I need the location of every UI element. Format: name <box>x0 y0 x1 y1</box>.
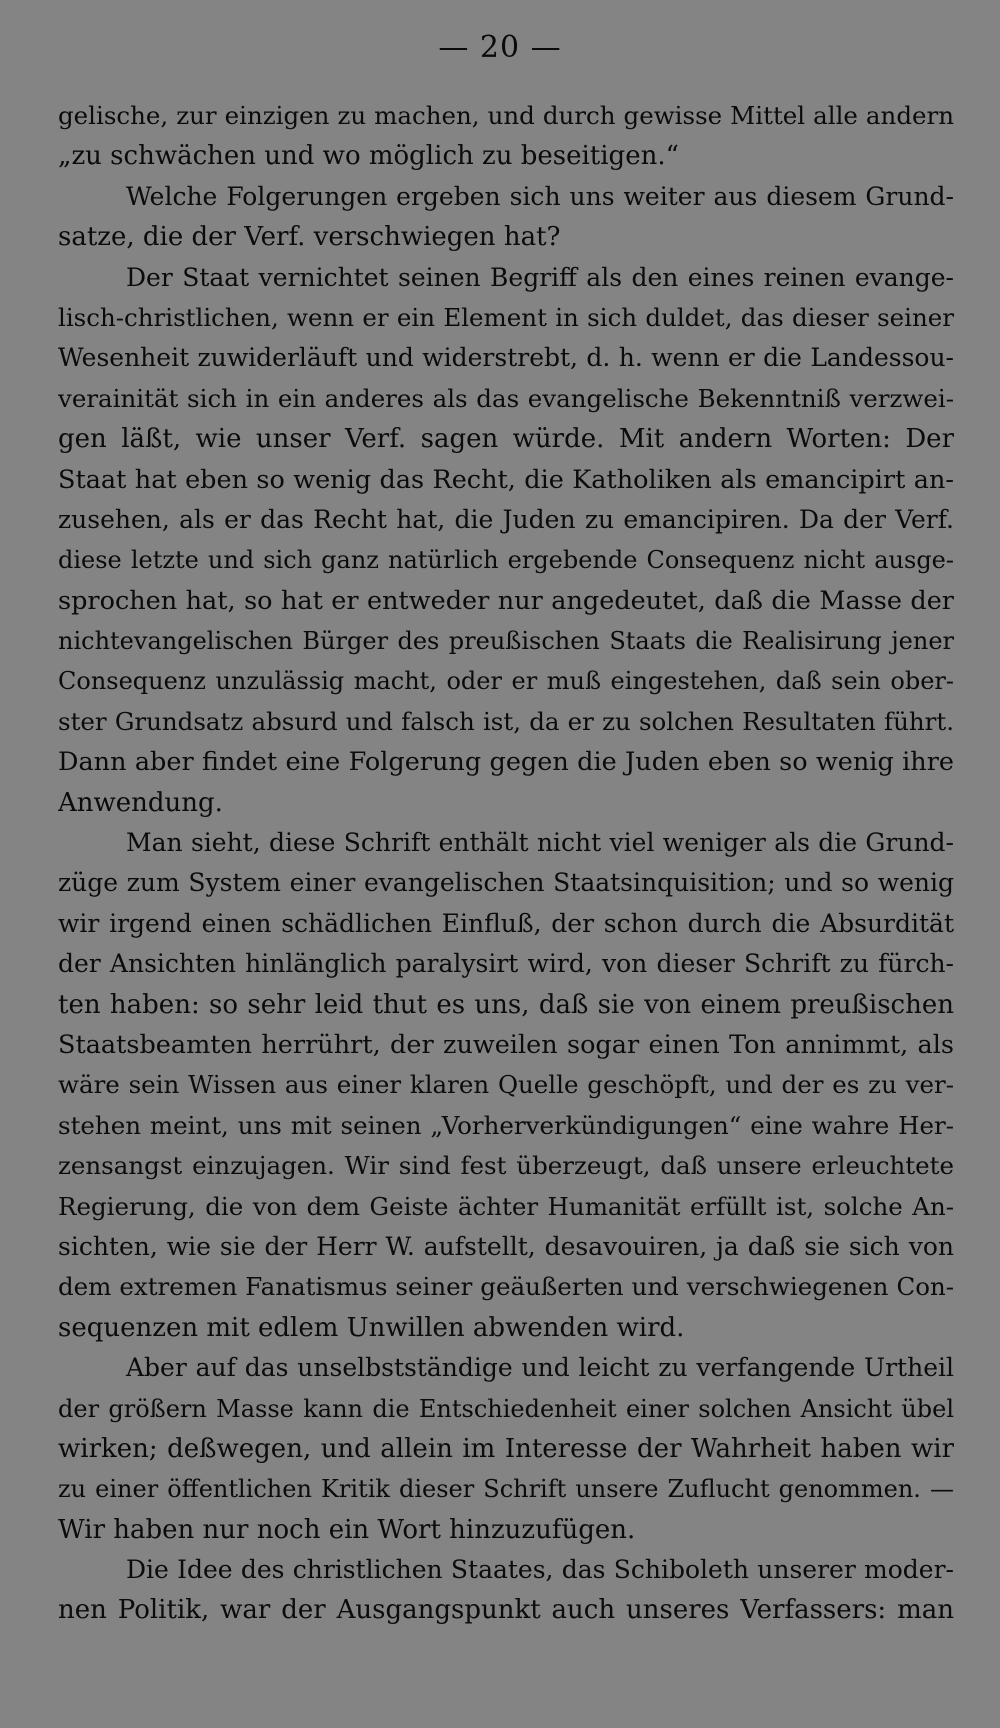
text-line: wäre sein Wissen aus einer klaren Quelle geschöpft, und der es zu ver- <box>58 1070 954 1100</box>
text-line: Consequenz unzulässig macht, oder er muß eingestehen, daß sein ober- <box>58 667 954 696</box>
text-line: nichtevangelischen Bürger des preußischen Staats die Realisirung jener <box>58 627 954 656</box>
text-line: wirken; deßwegen, und allein im Interesse der Wahrheit haben wir <box>58 1433 954 1464</box>
text-line: ster Grundsatz absurd und falsch ist, da er zu solchen Resultaten führt. <box>58 706 954 736</box>
page-number: — 20 — <box>438 30 562 65</box>
text-line: Wesenheit zuwiderläuft und widerstrebt, d. h. wenn er die Landessou- <box>58 343 954 373</box>
text-line: Regierung, die von dem Geiste ächter Humanität erfüllt ist, solche An- <box>58 1191 954 1221</box>
text-line: zensangst einzujagen. Wir sind fest überzeugt, daß unsere erleuchtete <box>58 1151 954 1181</box>
text-line: Staat hat eben so wenig das Recht, die Katholiken als emancipirt an- <box>58 464 954 495</box>
text-line: stehen meint, uns mit seinen „Vorherverkündigungen“ eine wahre Her- <box>58 1110 954 1140</box>
text-line: sequenzen mit edlem Unwillen abwenden wird. <box>58 1312 685 1343</box>
text-line: satze, die der Verf. verschwiegen hat? <box>58 222 561 253</box>
text-line: gelische, zur einzigen zu machen, und durch gewisse Mittel alle andern <box>58 101 954 130</box>
text-line: dem extremen Fanatismus seiner geäußerten und verschwiegenen Con- <box>58 1272 954 1302</box>
text-line: Anwendung. <box>58 787 223 818</box>
text-line: nen Politik, war der Ausgangspunkt auch unseres Verfassers: man <box>58 1595 954 1626</box>
text-line: Wir haben nur noch ein Wort hinzuzufügen. <box>58 1514 636 1545</box>
text-line: Der Staat vernichtet seinen Begriff als den eines reinen evange- <box>126 262 954 292</box>
text-line: der größern Masse kann die Entschiedenheit einer solchen Ansicht übel <box>58 1394 954 1423</box>
text-line: Die Idee des christlichen Staates, das Schiboleth unserer moder- <box>126 1555 954 1585</box>
text-line: gen läßt, wie unser Verf. sagen würde. Mit andern Worten: Der <box>58 424 954 455</box>
text-line: zu einer öffentlichen Kritik dieser Schrift unsere Zuflucht genommen. — <box>58 1475 954 1504</box>
text-line: zusehen, als er das Recht hat, die Juden zu emancipiren. Da der Verf. <box>58 504 954 534</box>
text-line: sprochen hat, so hat er entweder nur angedeutet, daß die Masse der <box>58 585 954 616</box>
text-line: sichten, wie sie der Herr W. aufstellt, desavouiren, ja daß sie sich von <box>58 1231 954 1261</box>
text-line: Staatsbeamten herrührt, der zuweilen sogar einen Ton annimmt, als <box>58 1029 954 1060</box>
text-line: „zu schwächen und wo möglich zu beseitigen.“ <box>58 141 679 172</box>
text-line: wir irgend einen schädlichen Einfluß, der schon durch die Absurdität <box>58 908 954 938</box>
text-line: lisch-christlichen, wenn er ein Element in sich duldet, das dieser seiner <box>58 302 954 332</box>
text-line: züge zum System einer evangelischen Staatsinquisition; und so wenig <box>58 868 954 898</box>
text-line: ten haben: so sehr leid thut es uns, daß sie von einem preußischen <box>58 989 954 1020</box>
text-line: Dann aber findet eine Folgerung gegen die Juden eben so wenig ihre <box>58 747 954 778</box>
text-line: Man sieht, diese Schrift enthält nicht viel weniger als die Grund- <box>126 828 954 858</box>
text-line: Welche Folgerungen ergeben sich uns weiter aus diesem Grund- <box>126 181 954 211</box>
text-line: Aber auf das unselbstständige und leicht zu verfangende Urtheil <box>126 1353 954 1383</box>
text-line: diese letzte und sich ganz natürlich ergebende Consequenz nicht ausge- <box>58 546 954 575</box>
text-line: verainität sich in ein anderes als das evangelische Bekenntniß verzwei- <box>58 383 954 413</box>
body-text <box>58 96 954 1631</box>
text-line: der Ansichten hinlänglich paralysirt wird, von dieser Schrift zu fürch- <box>58 949 954 979</box>
